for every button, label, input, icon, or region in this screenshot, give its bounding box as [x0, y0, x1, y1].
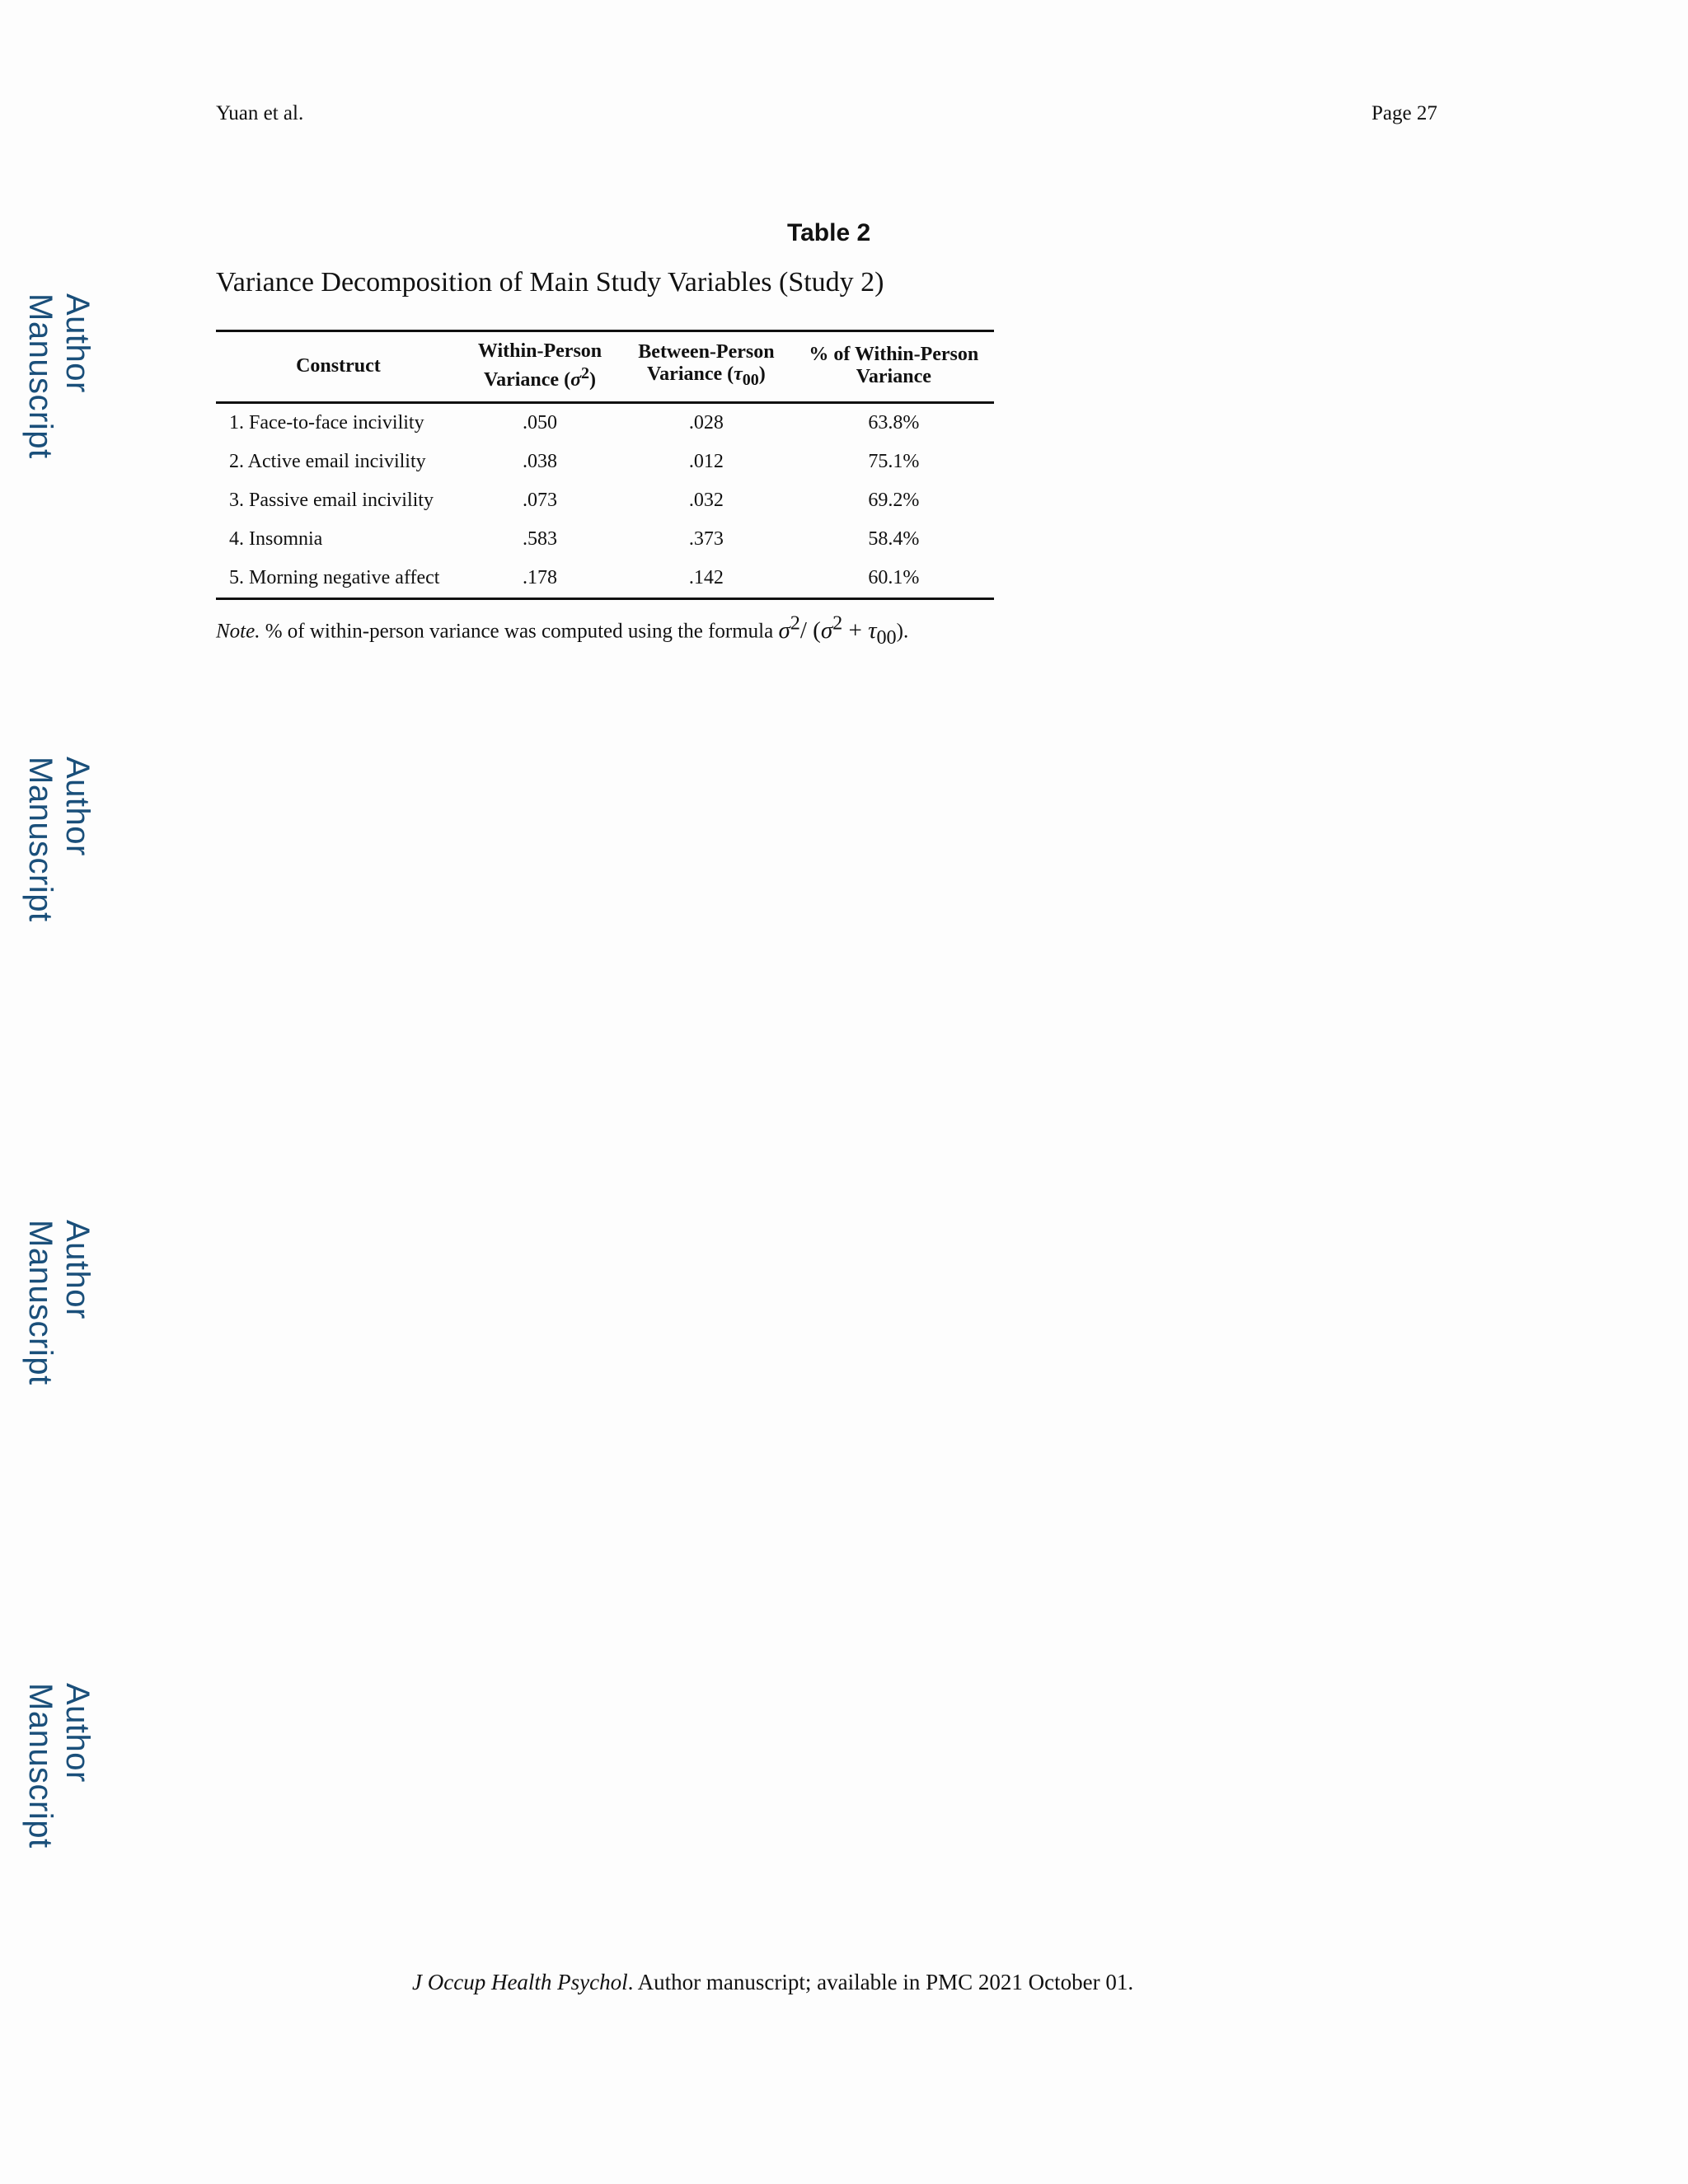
footer-text: . Author manuscript; available in PMC 2021 October 01. [627, 1970, 1134, 1994]
table-row [216, 520, 994, 559]
cell-pct: 69.2% [868, 490, 920, 511]
cell-between: .012 [688, 451, 724, 472]
note-text: % of within-person variance was computed using the formula [260, 620, 779, 643]
cell-construct: 1. Face-to-face incivility [229, 412, 424, 434]
cell-within: .050 [523, 412, 557, 434]
header-between-person: Between-Person Variance $(\tau_{00})$ [619, 331, 793, 403]
header-construct: Construct [216, 331, 461, 403]
table-row [216, 559, 994, 599]
header-within-person: Within-Person Variance $(\sigma^2)$ [461, 331, 619, 403]
note-label: Note. [216, 620, 260, 643]
header-pct-within: % of Within-Person Variance [794, 331, 994, 403]
author-manuscript-label-3: Author Manuscript [22, 1220, 96, 1385]
cell-between: .373 [688, 528, 724, 550]
table-title: Variance Decomposition of Main Study Variables (Study 2) [216, 267, 884, 298]
running-header-author: Yuan et al. [216, 102, 304, 124]
table-label: Table 2 [787, 219, 871, 246]
table-row [216, 481, 994, 520]
cell-construct: 4. Insomnia [229, 528, 323, 550]
author-manuscript-label-2: Author Manuscript [22, 757, 96, 922]
cell-within: .583 [523, 528, 557, 550]
cell-construct: 5. Morning negative affect [216, 559, 461, 599]
table-note: Note. % of within-person variance was computed using the formula $\sigma^2/$ $(\sigma^2 + \tau_{00})$. [216, 612, 909, 649]
journal-footer [412, 1970, 1133, 1995]
note-formula: $\sigma^2/$ ($\sigma^2 + \tau_{00}$ [778, 612, 897, 649]
cell-pct: 60.1% [794, 559, 994, 599]
cell-pct: 75.1% [868, 451, 920, 472]
cell-within: .073 [523, 490, 557, 511]
author-manuscript-label-4: Author Manuscript [22, 1683, 96, 1849]
author-manuscript-label-1: Author Manuscript [22, 293, 96, 459]
cell-within: .178 [461, 559, 619, 599]
cell-between: .032 [688, 490, 724, 511]
cell-between: .142 [619, 559, 793, 599]
cell-construct: 3. Passive email incivility [229, 490, 434, 511]
cell-pct: 63.8% [868, 412, 920, 434]
journal-name: J Occup Health Psychol [412, 1970, 628, 1994]
table-header-row [216, 331, 994, 403]
page-number: Page 27 [1372, 102, 1437, 124]
table-row [216, 443, 994, 481]
cell-pct: 58.4% [868, 528, 920, 550]
cell-within: .038 [523, 451, 557, 472]
cell-construct: 2. Active email incivility [229, 451, 426, 472]
variance-table [216, 330, 994, 600]
cell-between: .028 [688, 412, 724, 434]
table-row [216, 403, 994, 443]
